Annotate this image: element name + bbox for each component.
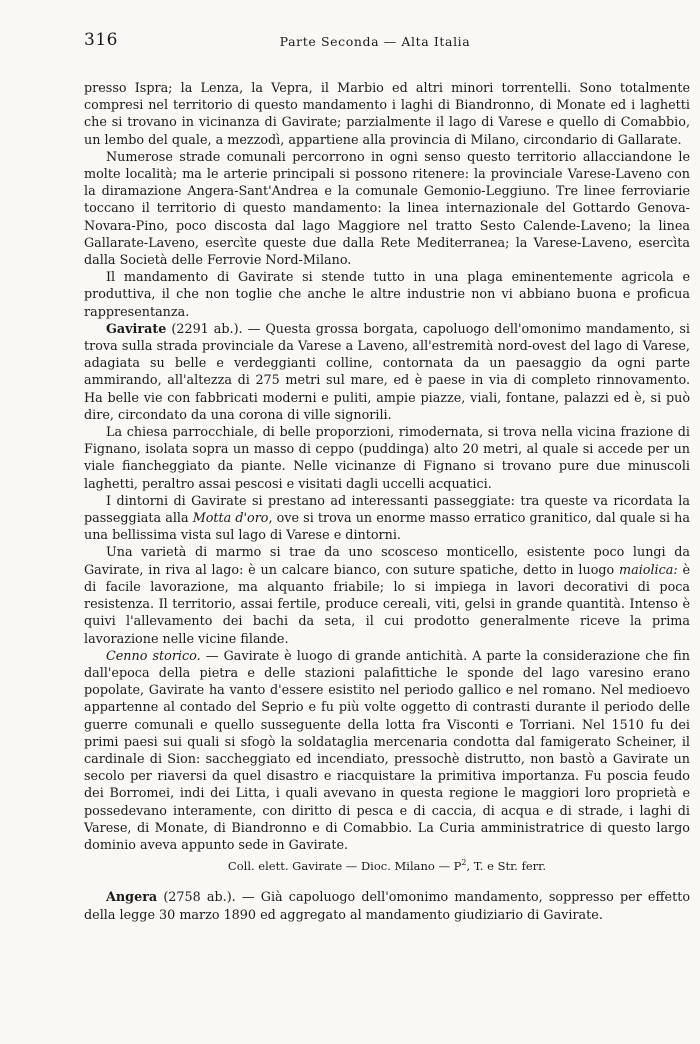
- paragraph-history: [84, 648, 690, 854]
- paragraph-angera: [84, 889, 690, 923]
- note-text: , T. e Str. ferr.: [466, 859, 547, 874]
- paragraph: La chiesa parrocchiale, di belle proporzioni, rimodernata, si trova nella vicina frazione di Fignano, isolata sopra un masso di ceppo (puddinga) alto 20 metri, al quale si accede per un viale fiancheggiato da piante. Nelle vicinanze di Fignano si trovano pure due minuscoli laghetti, peraltro assai pescosi e visitati dagli uccelli acquatici.: [84, 425, 690, 492]
- section-heading-history: Cenno storico.: [106, 648, 201, 664]
- paragraph-text: I dintorni di Gavirate si prestano ad interessanti passeggiate: tra queste va ricordata la passeggiata alla: [84, 493, 690, 527]
- note-superscript: 2: [461, 858, 467, 868]
- reference-note: [84, 858, 690, 875]
- paragraph-text: — Gavirate è luogo di grande antichità. A parte la considerazione che fin dall'epoca della pietra e delle stazioni palafittiche le sponde del lago varesino erano popolate, Gavirate ha vanto d'essere esistito nel periodo gallico e nel romano. Nel medioevo appartenne al contado del Seprio e fu più volte oggetto di contrasti durante il periodo delle guerre comunali e quello susseguente della lotta fra Visconti e Torriani. Nel 1510 fu dei primi paesi sui quali si sfogò la soldataglia mercenaria condotta dal famigerato Scheiner, il cardinale di Sion: saccheggiato ed incendiato, pressochè distrutto, non bastò a Gavirate un secolo per riaversi da quel disastro e riacquistare la primitiva importanza. Fu poscia feudo dei Borromei, indi dei Litta, i quali avevano in questa regione le maggiori loro proprietà e possedevano interamente, con diritto di pesca e di caccia, di acqua e di strade, i laghi di Varese, di Monate, di Biandronno e di Comabbio. La Curia amministratrice di questo largo dominio aveva appunto sede in Gavirate.: [84, 648, 691, 853]
- paragraph: Numerose strade comunali percorrono in ogni senso questo territorio allacciandone le molte località; ma le arterie principali si possono ritenere: la provinciale Varese-Laveno con la diramazione Angera-Sant'Andrea e la comunale Gemonio-Leggiuno. Tre linee ferroviarie toccano il territorio di questo mandamento: la linea internazionale del Gottardo Genova-Novara-Pino, poco discosta dal lago Maggiore nel tratto Sesto Calende-Laveno; la linea Gallarate-Laveno, esercìte queste due dalla Rete Mediterranea; la Varese-Laveno, esercìta dalla Società delle Ferrovie Nord-Milano.: [84, 149, 690, 269]
- italic-term: maiolica:: [619, 562, 678, 578]
- paragraph-text: Una varietà di marmo si trae da uno scosceso monticello, esistente poco lungi da Gavirate, in riva al lago: è un calcare bianco, con suture spatiche, detto in luogo: [84, 545, 690, 578]
- page-header: [0, 28, 700, 54]
- paragraph: Il mandamento di Gavirate si stende tutto in una plaga eminentemente agricola e produttiva, il che non toglie che anche le altre industrie non vi abbiano buona e proficua rappresentanza.: [84, 270, 690, 320]
- paragraph: [84, 544, 690, 647]
- paragraph: [84, 493, 690, 545]
- paragraph-text: (2291 ab.). — Questa grossa borgata, capoluogo dell'omonimo mandamento, si trova sulla strada provinciale da Varese a Laveno, all'estremità nord-ovest del lago di Varese, adagiata su belle e verdeggianti colline, contornata da un paesaggio da ogni parte ammirando, all'altezza di 275 metri sul mare, ed è paese in via di completo rinnovamento. Ha belle vie con fabbricati moderni e puliti, ampie piazze, viali, fontane, palazzi ed è, si può dire, circondato da una corona di ville signorili.: [84, 321, 690, 423]
- running-title: Parte Seconda — Alta Italia: [279, 34, 471, 49]
- italic-term: Motta d'oro: [192, 511, 269, 527]
- paragraph-text: , ove si trova un enorme masso erratico granitico, dal quale si ha una bellissima vista sul lago di Varese e dintorni.: [84, 511, 690, 544]
- page-body: [84, 80, 690, 924]
- paragraph: presso Ispra; la Lenza, la Vepra, il Marbio ed altri minori torrentelli. Sono totalmente compresi nel territorio di questo mandamento i laghi di Biandronno, di Monate ed i laghetti che si trovano in vicinanza di Gavirate; parzialmente il lago di Varese e quello di Comabbio, un lembo del quale, a mezzodì, appartiene alla provincia di Milano, circondario di Gallarate.: [84, 81, 690, 148]
- paragraph-text: è di facile lavorazione, ma alquanto friabile; lo si impiega in lavori decorativi di poca resistenza. Il territorio, assai fertile, produce cereali, viti, gelsi in grande quantità. Intenso è quivi l'allevamento dei bachi da seta, il cui prodotto generalmente riceve la prima lavorazione nelle vicine filande.: [84, 562, 690, 647]
- entry-heading-angera: Angera: [106, 890, 158, 906]
- page-number: 316: [84, 30, 118, 50]
- paragraph-text: (2758 ab.). — Già capoluogo dell'omonimo mandamento, soppresso per effetto della legge 30 marzo 1890 ed aggregato al mandamento giudiziario di Gavirate.: [84, 890, 690, 923]
- entry-heading-gavirate: Gavirate: [106, 321, 167, 337]
- note-text: Coll. elett. Gavirate — Dioc. Milano — P: [227, 859, 462, 874]
- paragraph-gavirate: [84, 321, 690, 424]
